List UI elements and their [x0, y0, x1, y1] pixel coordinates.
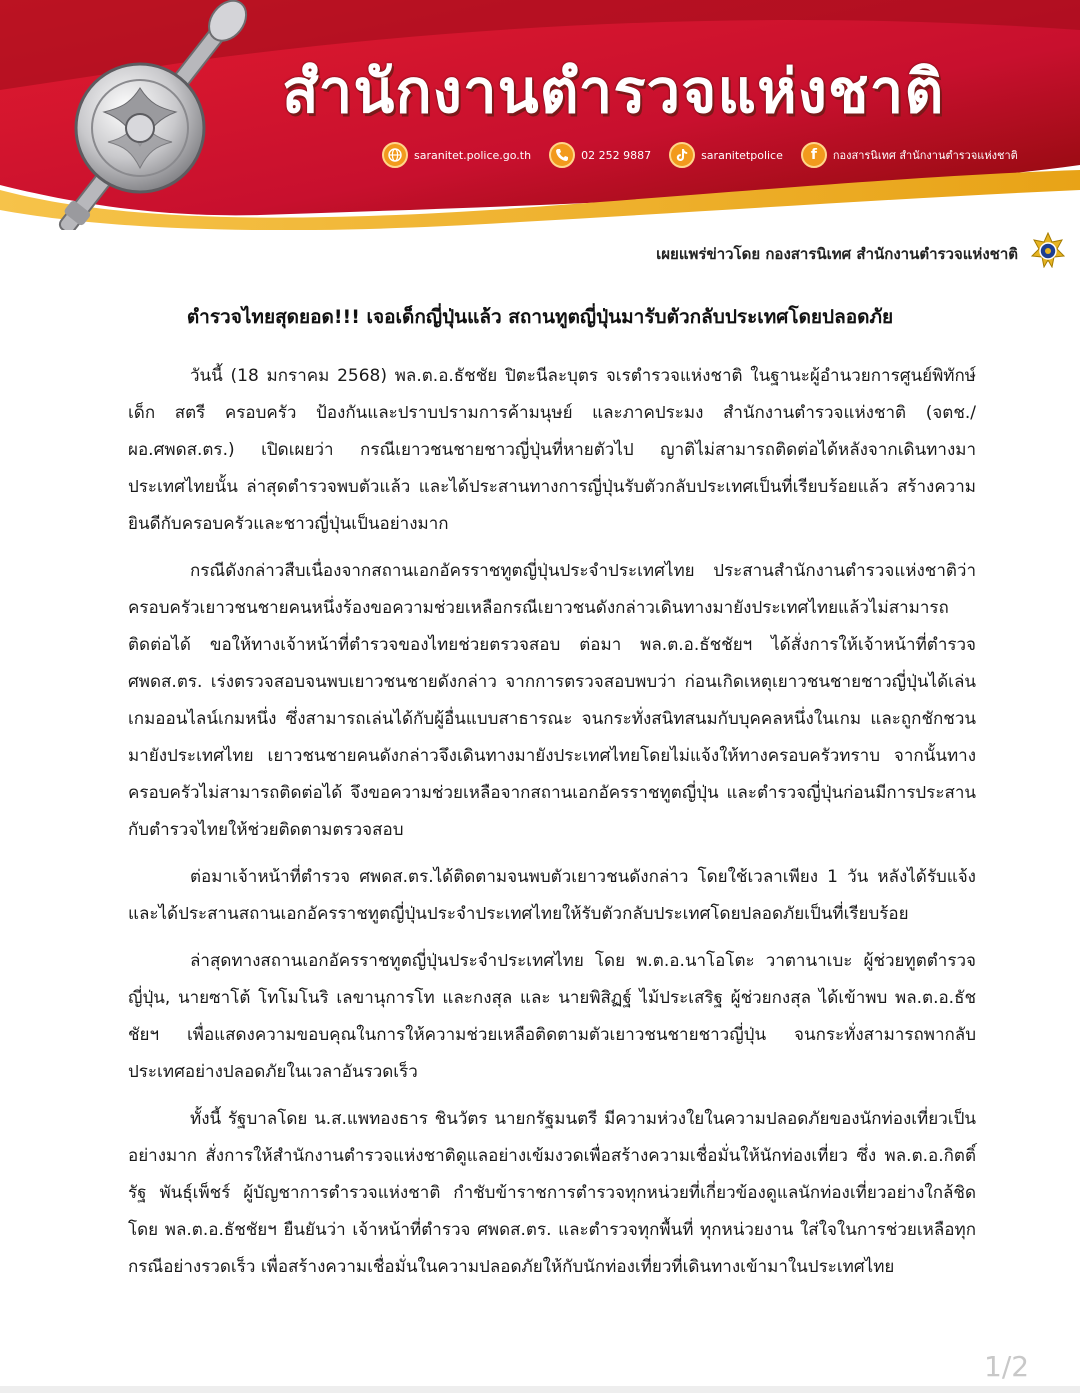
police-emblem-icon	[0, 0, 300, 230]
contact-phone[interactable]	[549, 142, 651, 168]
article-body	[128, 358, 976, 1296]
bottom-edge	[0, 1386, 1080, 1393]
contact-bar	[382, 140, 1028, 170]
page-indicator: 1/2	[984, 1350, 1030, 1383]
organization-title: สำนักงานตำรวจแห่งชาติ	[282, 57, 945, 127]
contact-facebook[interactable]	[801, 142, 1018, 168]
paragraph: ล่าสุดทางสถานเอกอัครราชทูตญี่ปุ่นประจำประเทศไทย โดย พ.ต.อ.นาโอโตะ วาตานาเบะ ผู้ช่วยทูตตำรวจญี่ปุ่น, นายซาโต้ โทโมโนริ เลขานุการโท และกงสุล และ นายพิสิฏฐ์ ไม้ประเสริฐ ผู้ช่วยกงสุล ได้เข้าพบ พล.ต.อ.ธัชชัยฯ เพื่อแสดงความขอบคุณในการให้ความช่วยเหลือติดตามตัวเยาวชนชายชาวญี่ปุ่น จนกระทั่งสามารถพากลับประเทศอย่างปลอดภัยในเวลาอันรวดเร็ว	[128, 951, 976, 1082]
contact-tiktok[interactable]	[669, 142, 783, 168]
contact-tiktok-text: saranitetpolice	[701, 148, 783, 162]
paragraph: ต่อมาเจ้าหน้าที่ตำรวจ ศพดส.ตร.ได้ติดตามจนพบตัวเยาวชนดังกล่าว โดยใช้เวลาเพียง 1 วัน หลังได้รับแจ้งและได้ประสานสถานเอกอัครราชทูตญี่ปุ่นประจำประเทศไทยให้รับตัวกลับประเทศโดยปลอดภัยเป็นที่เรียบร้อย	[128, 867, 976, 924]
header-banner	[0, 0, 1080, 230]
police-badge-icon	[1030, 232, 1066, 268]
contact-facebook-text: กองสารนิเทศ สำนักงานตำรวจแห่งชาติ	[832, 149, 1018, 162]
contact-website-text: saranitet.police.go.th	[414, 148, 532, 162]
paragraph: ทั้งนี้ รัฐบาลโดย น.ส.แพทองธาร ชินวัตร นายกรัฐมนตรี มีความห่วงใยในความปลอดภัยของนักท่องเที่ยวเป็นอย่างมาก สั่งการให้สำนักงานตำรวจแห่งชาติดูแลอย่างเข้มงวดเพื่อสร้างความเชื่อมั่นให้นักท่องเที่ยว ซึ่ง พล.ต.อ.กิตติ์รัฐ พันธุ์เพ็ชร์ ผู้บัญชาการตำรวจแห่งชาติ กำชับข้าราชการตำรวจทุกหน่วยที่เกี่ยวข้องดูแลนักท่องเที่ยวอย่างใกล้ชิด โดย พล.ต.อ.ธัชชัยฯ ยืนยันว่า เจ้าหน้าที่ตำรวจ ศพดส.ตร. และตำรวจทุกพื้นที่ ทุกหน่วยงาน ใส่ใจในการช่วยเหลือทุกกรณีอย่างรวดเร็ว เพื่อสร้างความเชื่อมั่นในความปลอดภัยให้กับนักท่องเที่ยวที่เดินทางเข้ามาในประเทศไทย	[128, 1109, 976, 1277]
paragraph: กรณีดังกล่าวสืบเนื่องจากสถานเอกอัครราชทูตญี่ปุ่นประจำประเทศไทย ประสานสำนักงานตำรวจแห่งชาติว่าครอบครัวเยาวชนชายคนหนึ่งร้องขอความช่วยเหลือกรณีเยาวชนดังกล่าวเดินทางมายังประเทศไทยแล้วไม่สามารถติดต่อได้ ขอให้ทางเจ้าหน้าที่ตำรวจของไทยช่วยตรวจสอบ ต่อมา พล.ต.อ.ธัชชัยฯ ได้สั่งการให้เจ้าหน้าที่ตำรวจ ศพดส.ตร. เร่งตรวจสอบจนพบเยาวชนชายดังกล่าว จากการตรวจสอบพบว่า ก่อนเกิดเหตุเยาวชนชายชาวญี่ปุ่นได้เล่นเกมออนไลน์เกมหนึ่ง ซึ่งสามารถเล่นได้กับผู้อื่นแบบสาธารณะ จนกระทั่งสนิทสนมกับบุคคลหนึ่งในเกม และถูกชักชวนมายังประเทศไทย เยาวชนชายคนดังกล่าวจึงเดินทางมายังประเทศไทยโดยไม่แจ้งให้ทางครอบครัวทราบ จากนั้นทางครอบครัวไม่สามารถติดต่อได้ จึงขอความช่วยเหลือจากสถานเอกอัครราชทูตญี่ปุ่น และตำรวจญี่ปุ่นก่อนมีการประสานกับตำรวจไทยให้ช่วยติดตามตรวจสอบ	[128, 561, 976, 840]
headline: ตำรวจไทยสุดยอด!!! เจอเด็กญี่ปุ่นแล้ว สถานทูตญี่ปุ่นมารับตัวกลับประเทศโดยปลอดภัย	[186, 306, 894, 328]
facebook-icon: f	[801, 142, 827, 168]
contact-phone-text: 02 252 9887	[581, 148, 652, 162]
tiktok-icon	[669, 142, 695, 168]
paragraph: วันนี้ (18 มกราคม 2568) พล.ต.อ.ธัชชัย ปิตะนีละบุตร จเรตำรวจแห่งชาติ ในฐานะผู้อำนวยการศูนย์พิทักษ์เด็ก สตรี ครอบครัว ป้องกันและปราบปรามการค้ามนุษย์ และภาคประมง สำนักงานตำรวจแห่งชาติ (จตช./ผอ.ศพดส.ตร.) เปิดเผยว่า กรณีเยาวชนชายชาวญี่ปุ่นที่หายตัวไป ญาติไม่สามารถติดต่อได้หลังจากเดินทางมาประเทศไทยนั้น ล่าสุดตำรวจพบตัวแล้ว และได้ประสานทางการญี่ปุ่นรับตัวกลับประเทศเป็นที่เรียบร้อยแล้ว สร้างความยินดีกับครอบครัวและชาวญี่ปุ่นเป็นอย่างมาก	[128, 366, 976, 534]
globe-icon	[382, 142, 408, 168]
contact-website[interactable]	[382, 142, 531, 168]
phone-icon	[549, 142, 575, 168]
publisher-line: เผยแพร่ข่าวโดย กองสารนิเทศ สำนักงานตำรวจแห่งชาติ	[656, 245, 1018, 263]
